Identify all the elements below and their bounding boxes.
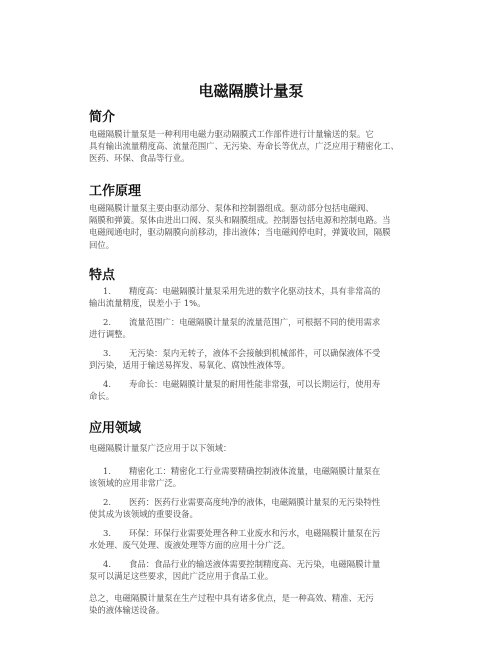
- feature-number: 2.: [103, 317, 111, 327]
- application-line: 精密化工：精密化工行业需要精确控制液体流量，电磁隔膜计量泵在: [129, 466, 381, 476]
- application-line: 水处理、废气处理、废液处理等方面的应用十分广泛。: [89, 540, 290, 551]
- feature-number: 4.: [103, 379, 111, 389]
- feature-item: [89, 347, 419, 371]
- feature-item: [89, 285, 419, 309]
- feature-number: 3.: [103, 348, 111, 358]
- application-line: 泵可以满足这些要求，因此广泛应用于食品工业。: [89, 571, 274, 582]
- section-heading-applications: 应用领域: [89, 421, 142, 436]
- section-heading-principle: 工作原理: [89, 184, 142, 199]
- document-title: 电磁隔膜计量泵: [198, 82, 304, 100]
- feature-number: 1.: [103, 286, 111, 296]
- principle-line: 电磁阀通电时，驱动隔膜向前移动，排出液体；当电磁阀停电时，弹簧收回，隔膜: [89, 227, 391, 238]
- feature-line: 流量范围广：电磁隔膜计量泵的流量范围广，可根据不同的使用需求: [129, 317, 381, 327]
- application-item: [89, 496, 419, 520]
- feature-line: 到污染，适用于输送易挥发、易氧化、腐蚀性液体等。: [89, 360, 290, 371]
- feature-line: 输出流量精度，误差小于 1%。: [89, 298, 206, 309]
- application-line: 医药：医药行业需要高度纯净的液体，电磁隔膜计量泵的无污染特性: [129, 497, 381, 507]
- intro-paragraph: [89, 128, 419, 165]
- principle-line: 电磁隔膜计量泵主要由驱动部分、泵体和控制器组成。驱动部分包括电磁阀、: [89, 203, 374, 213]
- application-line: 食品：食品行业的输送液体需要控制精度高、无污染，电磁隔膜计量: [129, 559, 381, 569]
- application-item: [89, 465, 419, 489]
- feature-line: 精度高：电磁隔膜计量泵采用先进的数字化驱动技术，具有非常高的: [129, 286, 381, 296]
- feature-line: 进行调整。: [89, 329, 131, 340]
- application-number: 2.: [103, 497, 111, 507]
- application-line: 使其成为该领域的重要设备。: [89, 509, 198, 520]
- summary-line: 总之，电磁隔膜计量泵在生产过程中具有诸多优点，是一种高效、精准、无污: [89, 593, 374, 603]
- feature-item: [89, 378, 419, 402]
- applications-intro-line: 电磁隔膜计量泵广泛应用于以下领域：: [89, 443, 232, 453]
- feature-item: [89, 316, 419, 340]
- feature-line: 命长。: [89, 391, 115, 402]
- application-number: 1.: [103, 466, 111, 476]
- application-line: 环保：环保行业需要处理各种工业废水和污水，电磁隔膜计量泵在污: [129, 528, 381, 538]
- application-line: 该领域的应用非常广泛。: [89, 478, 182, 489]
- feature-line: 无污染：泵内无转子，液体不会接触到机械部件，可以确保液体不受: [129, 348, 381, 358]
- application-number: 4.: [103, 559, 111, 569]
- intro-line: 电磁隔膜计量泵是一种利用电磁力驱动隔膜式工作部件进行计量输送的泵。它: [89, 129, 374, 139]
- application-number: 3.: [103, 528, 111, 538]
- intro-line: 具有输出流量精度高、流量范围广、无污染、寿命长等优点，广泛应用于精密化工、: [89, 141, 399, 152]
- principle-paragraph: [89, 202, 419, 251]
- summary-paragraph: [89, 592, 419, 616]
- applications-intro: [89, 442, 419, 454]
- principle-line: 回位。: [89, 239, 115, 250]
- intro-line: 医药、环保、食品等行业。: [89, 153, 190, 164]
- section-heading-features: 特点: [89, 268, 116, 283]
- feature-line: 寿命长：电磁隔膜计量泵的耐用性能非常强，可以长期运行，使用寿: [129, 379, 381, 389]
- principle-line: 隔膜和弹簧。泵体由进出口阀、泵头和隔膜组成。控制器包括电源和控制电路。当: [89, 215, 391, 226]
- application-item: [89, 527, 419, 551]
- section-heading-intro: 简介: [89, 110, 116, 125]
- summary-line: 染的液体输送设备。: [89, 605, 165, 616]
- application-item: [89, 558, 419, 582]
